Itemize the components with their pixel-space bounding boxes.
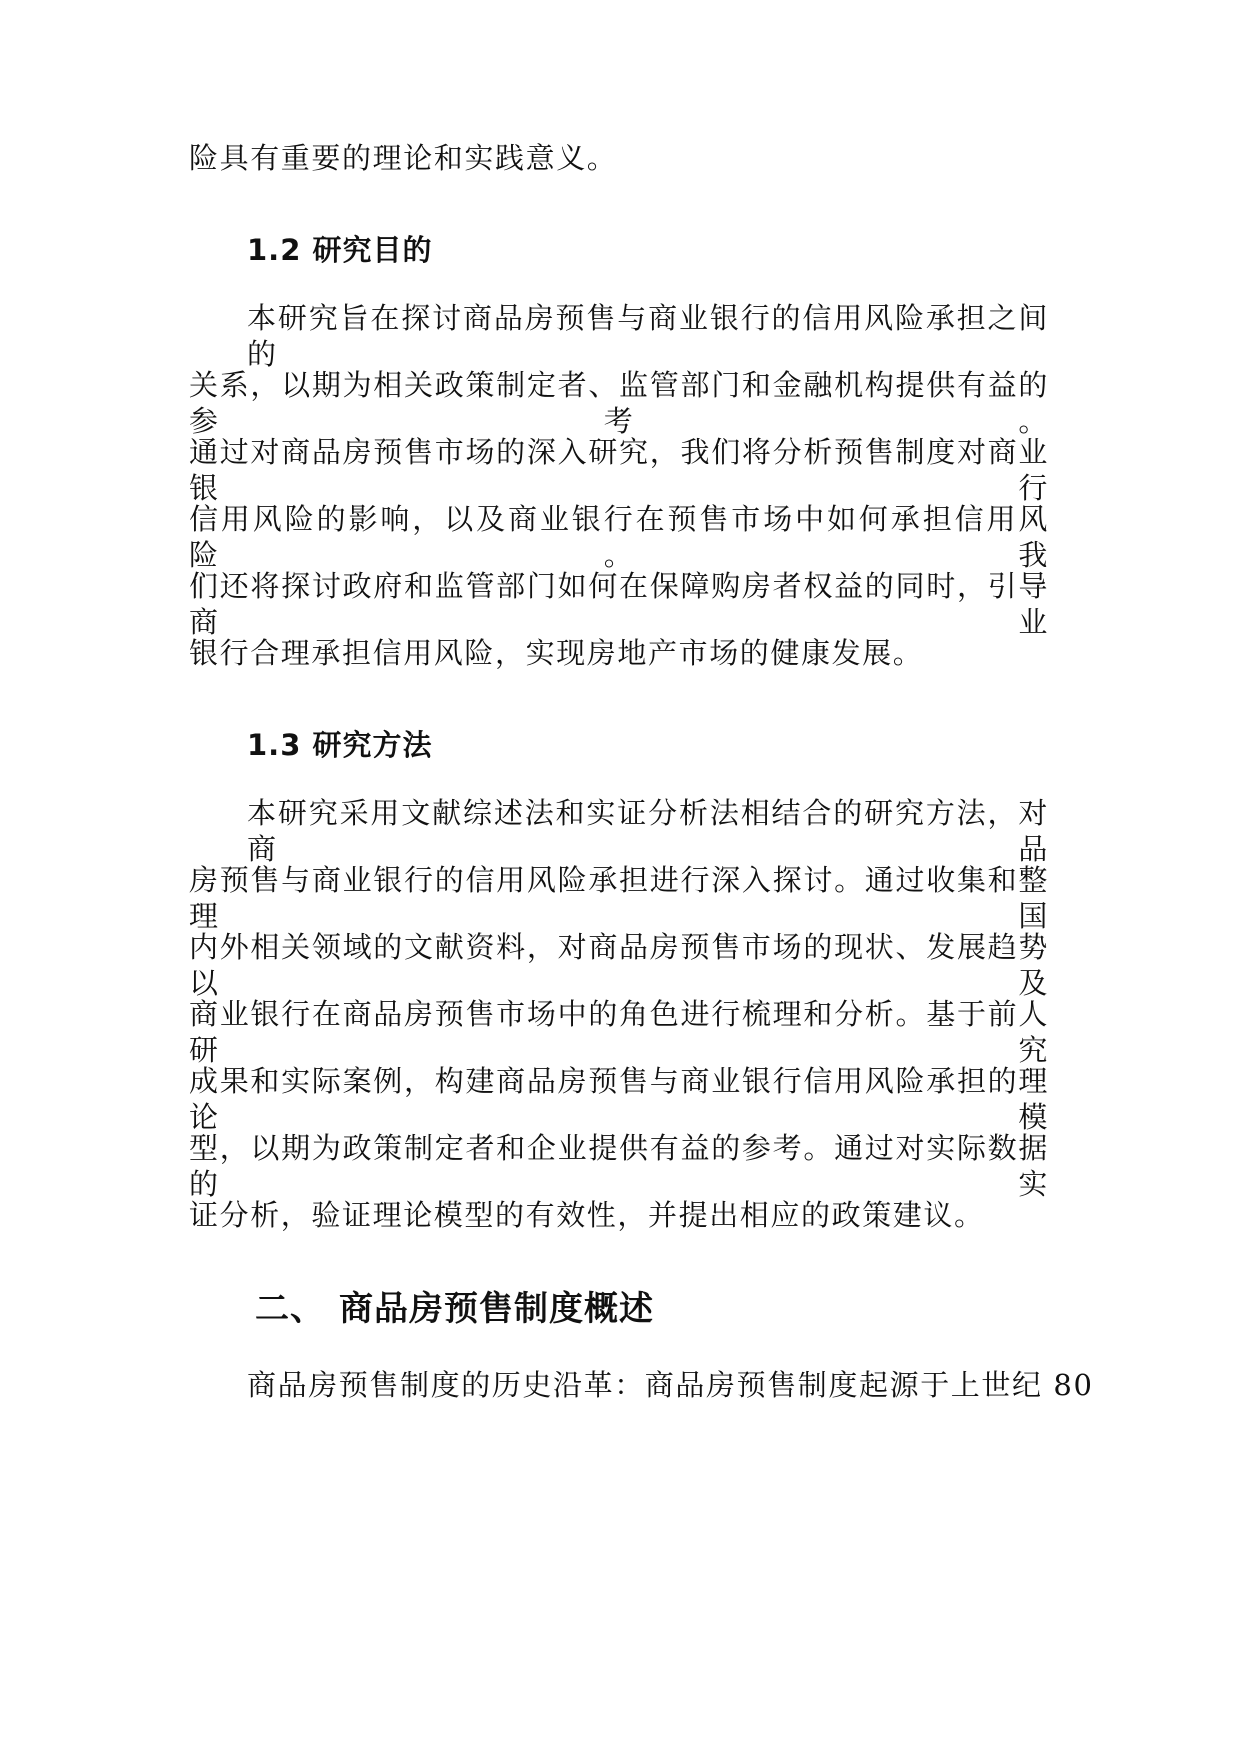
paragraph-line: 商品房预售制度的历史沿革：商品房预售制度起源于上世纪 80 [247, 1368, 1094, 1402]
chapter-title: 商品房预售制度概述 [339, 1289, 654, 1329]
chapter-number: 二、 [255, 1289, 325, 1329]
paragraph-line: 们还将探讨政府和监管部门如何在保障购房者权益的同时，引导商业 [189, 569, 1049, 639]
paragraph-line: 关系，以期为相关政策制定者、监管部门和金融机构提供有益的参考。 [189, 368, 1049, 438]
paragraph-line: 通过对商品房预售市场的深入研究，我们将分析预售制度对商业银行 [189, 435, 1049, 505]
paragraph-line: 内外相关领域的文献资料，对商品房预售市场的现状、发展趋势以及 [189, 930, 1049, 1000]
chapter-heading-2 [255, 1288, 654, 1330]
paragraph-line: 信用风险的影响，以及商业银行在预售市场中如何承担信用风险。我 [189, 502, 1049, 572]
paragraph-line: 险具有重要的理论和实践意义。 [189, 141, 618, 175]
paragraph-line: 房预售与商业银行的信用风险承担进行深入探讨。通过收集和整理国 [189, 863, 1049, 933]
section-heading-1-3: 1.3 研究方法 [247, 728, 433, 762]
paragraph-line: 型，以期为政策制定者和企业提供有益的参考。通过对实际数据的实 [189, 1131, 1049, 1201]
paragraph-line: 本研究采用文献综述法和实证分析法相结合的研究方法，对商品 [247, 796, 1049, 866]
section-heading-1-2: 1.2 研究目的 [247, 233, 433, 267]
paragraph-line: 证分析，验证理论模型的有效性，并提出相应的政策建议。 [189, 1198, 985, 1232]
paragraph-line: 银行合理承担信用风险，实现房地产市场的健康发展。 [189, 636, 924, 670]
paragraph-line: 本研究旨在探讨商品房预售与商业银行的信用风险承担之间的 [247, 301, 1049, 371]
paragraph-line: 商业银行在商品房预售市场中的角色进行梳理和分析。基于前人研究 [189, 997, 1049, 1067]
paragraph-line: 成果和实际案例，构建商品房预售与商业银行信用风险承担的理论模 [189, 1064, 1049, 1134]
